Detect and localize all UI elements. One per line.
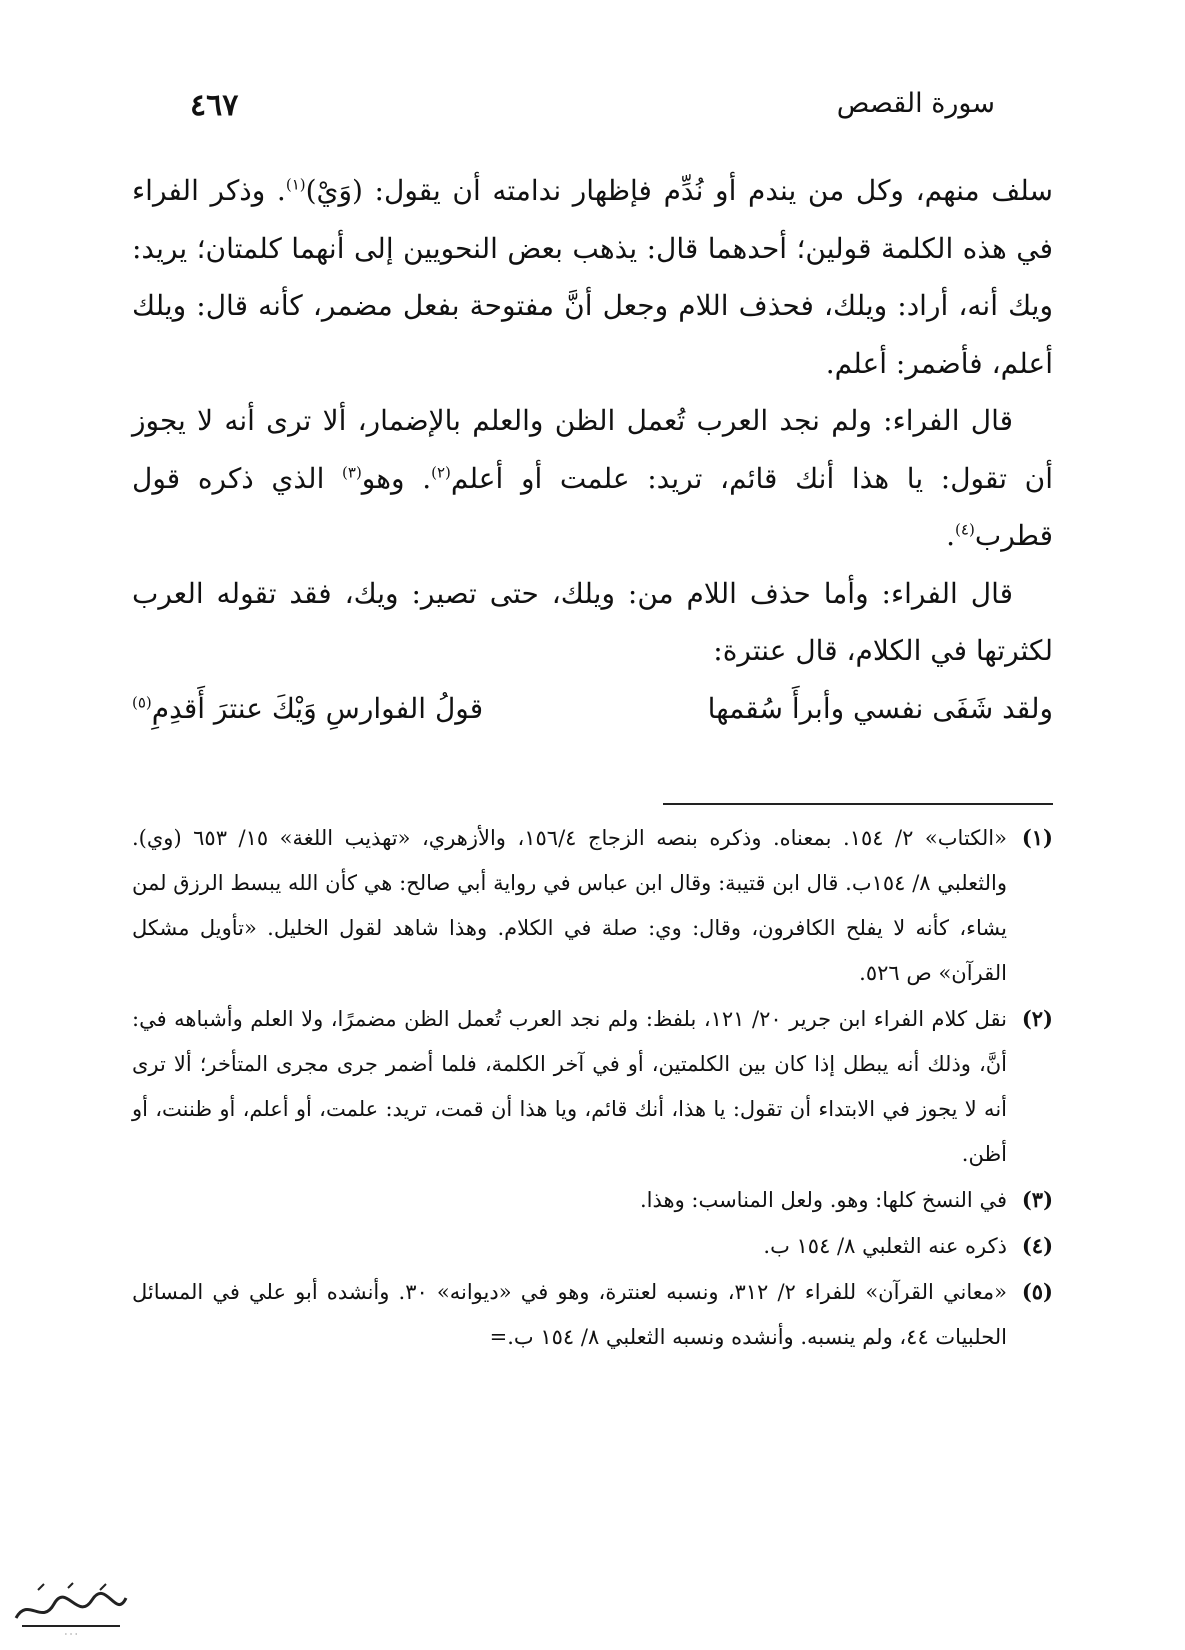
- verse-second-hemistich: قولُ الفوارسِ وَيْكَ عنترَ أَقدِمِ$^{(٥)}$: [132, 691, 484, 725]
- page-number: ٤٦٧: [190, 88, 239, 123]
- footnote-3: (٣)في النسخ كلها: وهو. ولعل المناسب: وهذا.: [639, 1187, 1053, 1212]
- surah-title: سورة القصص: [836, 88, 995, 119]
- paragraph-1: سلف منهم، وكل من يندم أو نُدِّم فإظهار ندامته أن يقول: (وَيْ)$^{(١)}$. وذكر الفراء في هذه الكلمة قولين؛ أحدهما قال: يذهب بعض النحويين إلى أنهما كلمتان؛ يريد: ويك أنه، أراد: ويلك، فحذف اللام وجعل أنَّ مفتوحة بفعل مضمر، كأنه قال: ويلك أعلم، فأضمر: أعلم.: [132, 174, 1053, 380]
- footnote-ref-4: (٤): [955, 520, 975, 539]
- verse-first-hemistich: ولقد شَفَى نفسي وأبرأَ سُقمها: [707, 691, 1053, 725]
- library-stamp-logo: [8, 1576, 134, 1640]
- page-header: [190, 88, 995, 138]
- paragraph-2: قال الفراء: ولم نجد العرب تُعمل الظن والعلم بالإضمار، ألا ترى أنه لا يجوز أن تقول: يا هذا أنك قائم، تريد: علمت أو أعلم$^{(٢)}$. وهو$^{(٣)}$ الذي ذكره قول قطرب$^{(٤)}$.: [132, 404, 1053, 552]
- footnote-2: (٢)نقل كلام الفراء ابن جرير ٢٠/ ١٢١، بلفظ: ولم نجد العرب تُعمل الظن مضمرًا، ولا العلم وأشباهه في: أنَّ، وذلك أنه يبطل إذا كان بين الكلمتين، أو في آخر الكلمة، فلما أضمر جرى مجرى المتأخر؛ ألا ترى أنه لا يجوز في الابتداء أن تقول: يا هذا، أنك قائم، ويا هذا أن قمت، تريد: علمت، أو أعلم، أو ظننت، أو أظن.: [132, 1006, 1053, 1166]
- poetry-verse: [132, 680, 1053, 738]
- paragraph-3: قال الفراء: وأما حذف اللام من: ويلك، حتى تصير: ويك، فقد تقوله العرب لكثرتها في الكلام، قال عنترة:: [132, 576, 1053, 667]
- footnote-ref-2: (٢): [431, 463, 451, 482]
- footnote-5: (٥)«معاني القرآن» للفراء ٢/ ٣١٢، ونسبه لعنترة، وهو في «ديوانه» ٣٠. وأنشده أبو علي في المسائل الحلبيات ٤٤، ولم ينسبه. وأنشده ونسبه الثعلبي ٨/ ١٥٤ ب.=: [132, 1279, 1053, 1349]
- footnote-divider: [663, 803, 1053, 805]
- footnotes: [132, 815, 1053, 1360]
- footnote-ref-1: (١): [285, 175, 306, 194]
- svg-text:· · ·: · · ·: [64, 1630, 78, 1639]
- footnote-1: (١)«الكتاب» ٢/ ١٥٤. بمعناه. وذكره بنصه الزجاج ١٥٦/٤، والأزهري، «تهذيب اللغة» ١٥/ ٦٥٣ (وي). والثعلبي ٨/ ١٥٤ب. قال ابن قتيبة: وقال ابن عباس في رواية أبي صالح: هي كأن الله يبسط الرزق لمن يشاء، كأنه لا يفلح الكافرون، وقال: وي: صلة في الكلام. وهذا شاهد لقول الخليل. «تأويل مشكل القرآن» ص ٥٢٦.: [132, 825, 1053, 985]
- footnote-ref-3: (٣): [342, 463, 362, 482]
- footnote-ref-5: (٥): [132, 693, 152, 712]
- main-text: [132, 162, 1053, 737]
- footnote-4: (٤)ذكره عنه الثعلبي ٨/ ١٥٤ ب.: [763, 1233, 1053, 1258]
